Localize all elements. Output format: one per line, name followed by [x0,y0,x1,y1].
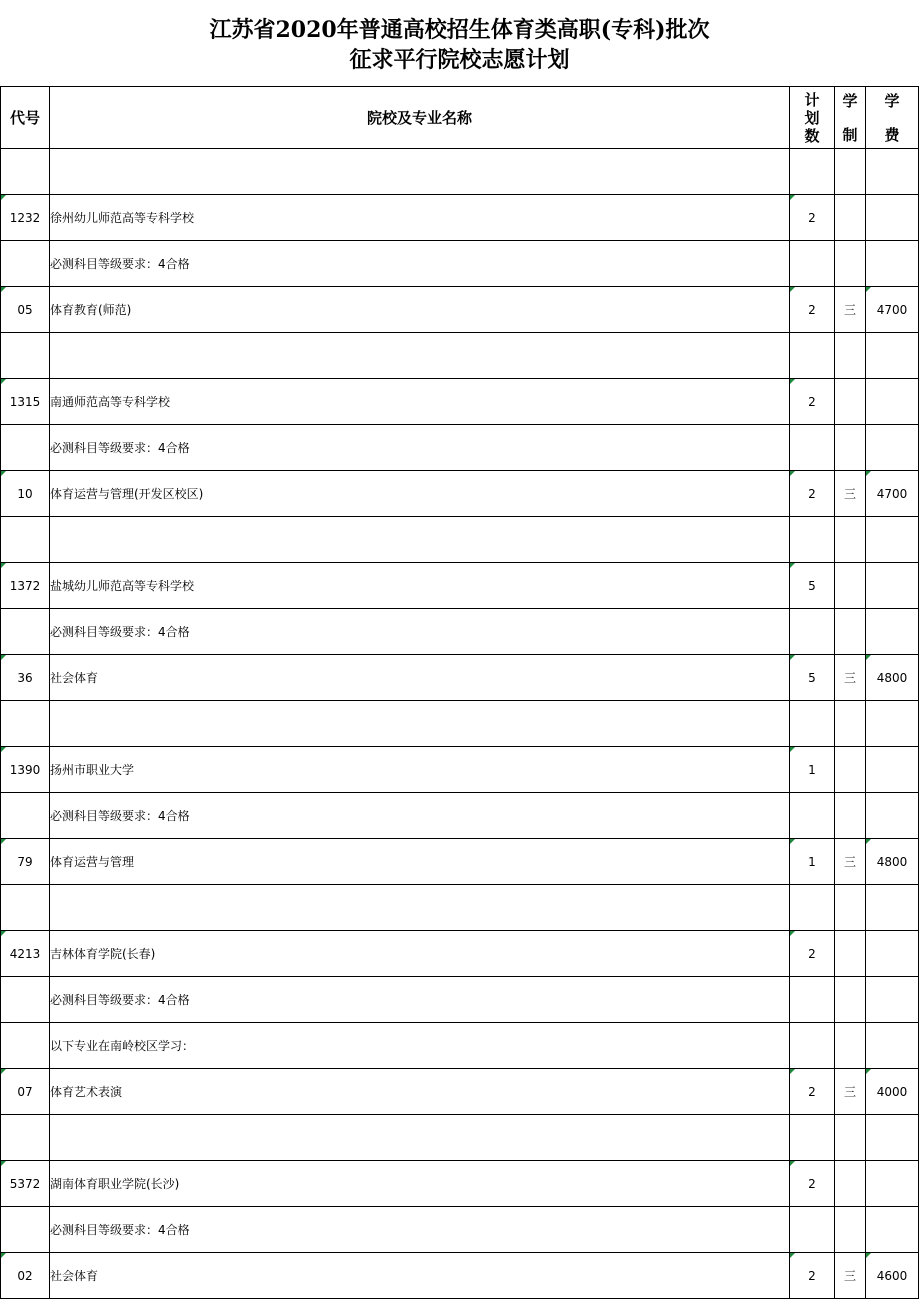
plan-count-cell [790,1207,835,1253]
table-row [1,1161,919,1207]
plan-count-cell [790,885,835,931]
study-years-cell [835,1161,866,1207]
code-cell: 1372 [1,563,50,609]
tuition-cell [866,609,919,655]
plan-count-cell: 2 [790,1253,835,1299]
study-years-cell [835,563,866,609]
header-code: 代号 [1,87,50,149]
study-years-cell [835,425,866,471]
plan-count-cell: 1 [790,839,835,885]
plan-count-cell: 2 [790,1069,835,1115]
study-years-cell: 三 [835,1069,866,1115]
table-row [1,517,919,563]
table-row [1,425,919,471]
code-cell: 10 [1,471,50,517]
plan-count-cell: 5 [790,563,835,609]
table-row [1,747,919,793]
table-row [1,1253,919,1299]
code-cell [1,517,50,563]
name-cell: 南通师范高等专科学校 [50,379,790,425]
plan-count-cell: 5 [790,655,835,701]
table-body [1,149,919,1299]
name-cell [50,333,790,379]
table-row [1,195,919,241]
header-years-char: 制 [842,126,858,144]
name-cell: 体育教育(师范) [50,287,790,333]
code-cell [1,977,50,1023]
code-cell [1,1023,50,1069]
header-years [835,87,866,149]
study-years-cell [835,931,866,977]
study-years-cell [835,195,866,241]
plan-count-cell [790,425,835,471]
table-row [1,471,919,517]
name-cell: 必测科目等级要求：4合格 [50,609,790,655]
table-row [1,655,919,701]
header-fee-char: 费 [884,126,900,144]
tuition-cell: 4000 [866,1069,919,1115]
tuition-cell: 4700 [866,287,919,333]
tuition-cell [866,1207,919,1253]
tuition-cell [866,379,919,425]
study-years-cell: 三 [835,655,866,701]
name-cell [50,885,790,931]
table-row [1,885,919,931]
plan-count-cell [790,977,835,1023]
name-cell: 以下专业在南岭校区学习： [50,1023,790,1069]
header-years-char: 学 [842,92,858,110]
tuition-cell [866,1115,919,1161]
code-cell [1,701,50,747]
code-cell [1,425,50,471]
header-fee [866,87,919,149]
code-cell: 4213 [1,931,50,977]
name-cell: 体育艺术表演 [50,1069,790,1115]
enrollment-plan-table [0,86,919,1299]
tuition-cell [866,195,919,241]
title-line-1: 江苏省2020年普通高校招生体育类高职(专科)批次 [209,17,710,43]
tuition-cell [866,701,919,747]
name-cell [50,149,790,195]
study-years-cell [835,747,866,793]
plan-count-cell [790,609,835,655]
plan-count-cell [790,333,835,379]
name-cell: 必测科目等级要求：4合格 [50,793,790,839]
table-row [1,977,919,1023]
tuition-cell: 4600 [866,1253,919,1299]
table-row [1,1023,919,1069]
table-row [1,241,919,287]
plan-count-cell [790,517,835,563]
study-years-cell: 三 [835,471,866,517]
study-years-cell: 三 [835,287,866,333]
tuition-cell [866,793,919,839]
tuition-cell: 4800 [866,839,919,885]
study-years-cell [835,1115,866,1161]
study-years-cell [835,609,866,655]
name-cell: 必测科目等级要求：4合格 [50,1207,790,1253]
code-cell: 1232 [1,195,50,241]
name-cell: 湖南体育职业学院(长沙) [50,1161,790,1207]
table-row [1,793,919,839]
tuition-cell [866,241,919,287]
study-years-cell [835,241,866,287]
code-cell [1,333,50,379]
code-cell [1,149,50,195]
tuition-cell [866,1161,919,1207]
name-cell: 必测科目等级要求：4合格 [50,977,790,1023]
table-row [1,931,919,977]
header-fee-char: 学 [884,92,900,110]
study-years-cell [835,379,866,425]
plan-count-cell: 2 [790,287,835,333]
code-cell: 1315 [1,379,50,425]
code-cell: 05 [1,287,50,333]
header-plan-char: 划 [804,108,820,127]
tuition-cell [866,747,919,793]
table-row [1,379,919,425]
table-row [1,609,919,655]
name-cell: 必测科目等级要求：4合格 [50,241,790,287]
plan-count-cell: 1 [790,747,835,793]
table-row [1,839,919,885]
tuition-cell [866,885,919,931]
study-years-cell [835,149,866,195]
tuition-cell [866,333,919,379]
plan-count-cell: 2 [790,931,835,977]
code-cell: 36 [1,655,50,701]
tuition-cell [866,563,919,609]
code-cell [1,609,50,655]
header-name: 院校及专业名称 [50,87,790,149]
title-line-2: 征求平行院校志愿计划 [349,47,570,73]
name-cell: 扬州市职业大学 [50,747,790,793]
plan-count-cell [790,1115,835,1161]
code-cell: 79 [1,839,50,885]
name-cell: 盐城幼儿师范高等专科学校 [50,563,790,609]
name-cell: 徐州幼儿师范高等专科学校 [50,195,790,241]
code-cell [1,885,50,931]
table-row [1,563,919,609]
plan-count-cell: 2 [790,379,835,425]
table-header-row [1,87,919,149]
code-cell [1,241,50,287]
study-years-cell [835,1023,866,1069]
header-plan [790,87,835,149]
tuition-cell [866,977,919,1023]
study-years-cell: 三 [835,1253,866,1299]
name-cell [50,517,790,563]
name-cell: 吉林体育学院(长春) [50,931,790,977]
plan-count-cell [790,701,835,747]
name-cell: 体育运营与管理 [50,839,790,885]
tuition-cell: 4800 [866,655,919,701]
code-cell: 5372 [1,1161,50,1207]
study-years-cell [835,701,866,747]
study-years-cell [835,333,866,379]
tuition-cell [866,931,919,977]
tuition-cell [866,149,919,195]
name-cell: 必测科目等级要求：4合格 [50,425,790,471]
plan-count-cell [790,1023,835,1069]
plan-count-cell: 2 [790,1161,835,1207]
study-years-cell [835,977,866,1023]
table-row [1,149,919,195]
study-years-cell [835,1207,866,1253]
code-cell [1,793,50,839]
name-cell: 体育运营与管理(开发区校区) [50,471,790,517]
study-years-cell [835,517,866,563]
plan-count-cell [790,793,835,839]
name-cell [50,1115,790,1161]
tuition-cell [866,1023,919,1069]
tuition-cell [866,425,919,471]
plan-count-cell [790,149,835,195]
table-row [1,1069,919,1115]
name-cell: 社会体育 [50,655,790,701]
name-cell: 社会体育 [50,1253,790,1299]
header-plan-char: 数 [804,126,820,145]
plan-count-cell [790,241,835,287]
code-cell [1,1207,50,1253]
code-cell: 02 [1,1253,50,1299]
plan-count-cell: 2 [790,195,835,241]
table-row [1,333,919,379]
tuition-cell [866,517,919,563]
name-cell [50,701,790,747]
table-row [1,287,919,333]
plan-count-cell: 2 [790,471,835,517]
code-cell [1,1115,50,1161]
code-cell: 07 [1,1069,50,1115]
study-years-cell [835,793,866,839]
tuition-cell: 4700 [866,471,919,517]
document-title [0,0,919,86]
header-plan-char: 计 [804,90,820,109]
table-row [1,1207,919,1253]
table-row [1,701,919,747]
code-cell: 1390 [1,747,50,793]
study-years-cell [835,885,866,931]
study-years-cell: 三 [835,839,866,885]
table-row [1,1115,919,1161]
